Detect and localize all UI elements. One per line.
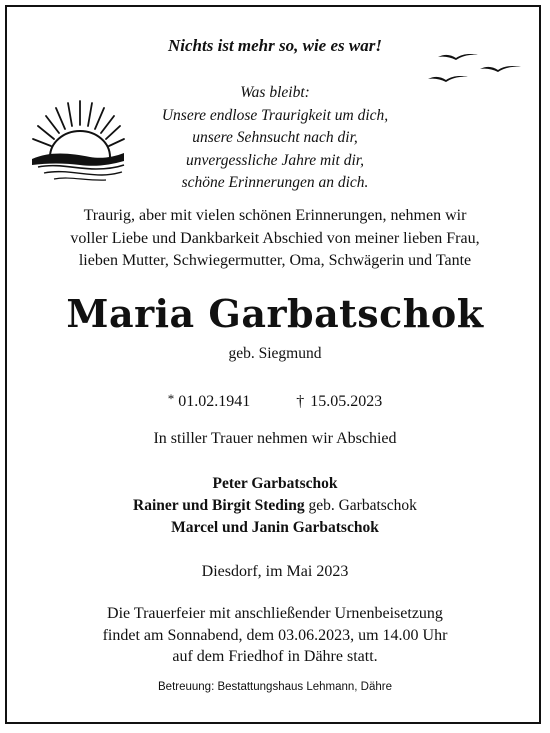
deceased-name: Maria Garbatschok bbox=[66, 291, 484, 336]
intro-line: voller Liebe und Dankbarkeit Abschied von meiner lieben Frau, bbox=[70, 229, 480, 247]
poem-line: Was bleibt: bbox=[240, 84, 310, 101]
family-line bbox=[0, 495, 550, 517]
funeral-home-credit: Betreuung: Bestattungshaus Lehmann, Dähre bbox=[158, 681, 392, 693]
funeral-line: auf dem Friedhof in Dähre statt. bbox=[172, 648, 378, 665]
death-date: 15.05.2023 bbox=[310, 393, 383, 410]
poem-line: unvergessliche Jahre mit dir, bbox=[186, 151, 364, 169]
poem-line: schöne Erinnerungen an dich. bbox=[181, 174, 369, 191]
family-line bbox=[0, 517, 550, 539]
mourning-line: In stiller Trauer nehmen wir Abschied bbox=[153, 430, 397, 447]
poem bbox=[0, 82, 550, 195]
funeral-info bbox=[0, 603, 550, 668]
family-line bbox=[0, 473, 550, 495]
birth-date-group bbox=[168, 391, 251, 411]
family-member-maiden: geb. Garbatschok bbox=[304, 497, 417, 514]
intro-line: Traurig, aber mit vielen schönen Erinnerungen, nehmen wir bbox=[83, 207, 467, 224]
poem-line: Unsere endlose Traurigkeit um dich, bbox=[161, 106, 389, 124]
birth-symbol: * bbox=[167, 391, 175, 406]
funeral-line: Die Trauerfeier mit anschließender Urnenbeisetzung bbox=[107, 605, 443, 622]
family-member: Peter Garbatschok bbox=[212, 475, 338, 492]
family-list bbox=[0, 473, 550, 539]
family-member: Marcel und Janin Garbatschok bbox=[171, 519, 379, 536]
birth-date: 01.02.1941 bbox=[178, 393, 251, 410]
place-date: Diesdorf, im Mai 2023 bbox=[201, 563, 349, 580]
life-dates bbox=[0, 391, 550, 411]
motto: Nichts ist mehr so, wie es war! bbox=[168, 36, 382, 55]
funeral-line: findet am Sonnabend, dem 03.06.2023, um 14.00 Uhr bbox=[102, 626, 448, 644]
death-date-group bbox=[296, 393, 382, 411]
poem-line: unsere Sehnsucht nach dir, bbox=[192, 129, 358, 146]
death-symbol: † bbox=[296, 393, 305, 410]
intro-text bbox=[0, 205, 550, 273]
maiden-name: geb. Siegmund bbox=[228, 345, 322, 362]
family-member: Rainer und Birgit Steding bbox=[133, 497, 305, 514]
intro-line: lieben Mutter, Schwiegermutter, Oma, Schwägerin und Tante bbox=[78, 252, 472, 269]
